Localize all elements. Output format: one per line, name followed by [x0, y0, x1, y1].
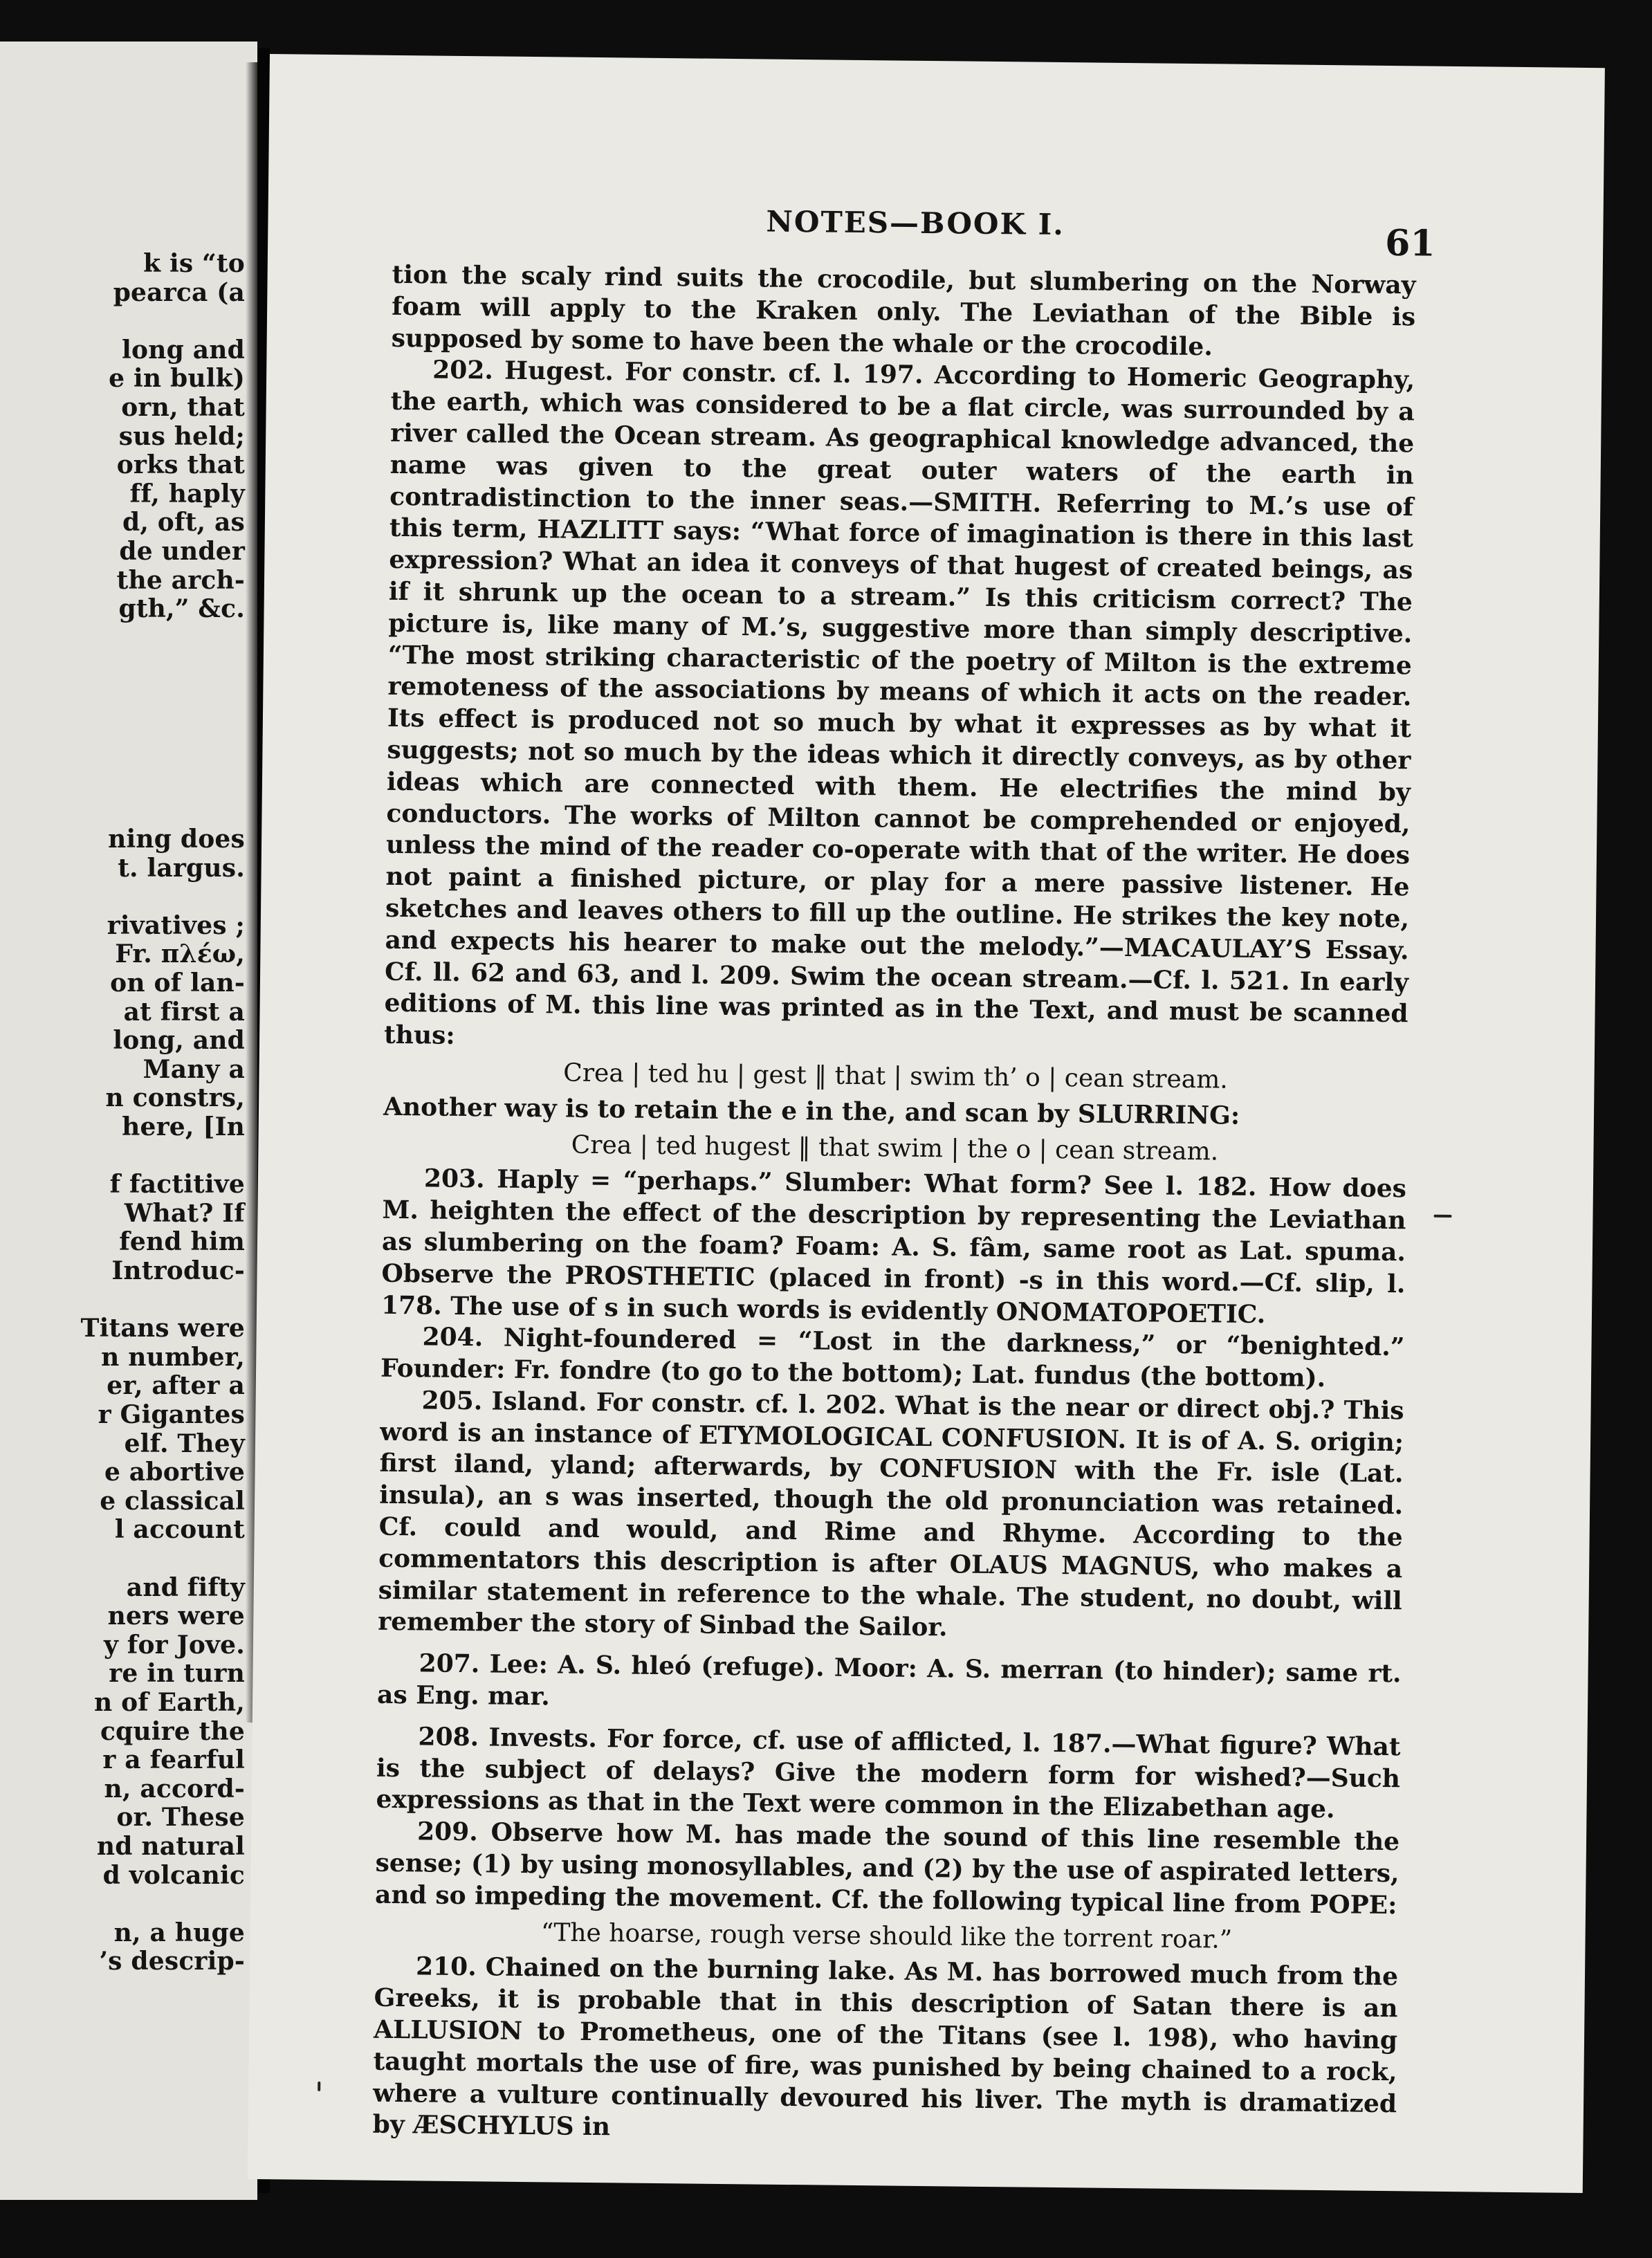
page-header	[268, 199, 1604, 268]
left-page-line: and fifty	[126, 1572, 245, 1602]
note-205: 205. Island. For constr. cf. l. 202. What is the near or direct obj.? This word is an instance of ETYMOLOGICAL CONFUSION. It is of A. S. origin; first iland, yland; afterwards, by CONFUSION with the Fr. isle (Lat. insula), an s was inserted, though the old pronunciation was retained. Cf. could and would, and Rime and Rhyme. According to the commentators this description is after OLAUS MAGNUS, who makes a similar statement in reference to the whale. The student, no doubt, will remember the story of Sinbad the Sailor.	[378, 1386, 1404, 1642]
left-page-line: ’s descrip-	[99, 1947, 245, 1976]
left-page-line: Introduc-	[111, 1256, 245, 1285]
left-page-line: l account	[114, 1515, 245, 1545]
left-page-line: pearca (a	[113, 277, 245, 307]
previous-page-fragment	[0, 42, 257, 2200]
left-page-line: r Gigantes	[98, 1400, 245, 1429]
left-page-line: ff, haply	[129, 479, 245, 508]
running-head: NOTES—BOOK I.	[766, 204, 1065, 242]
left-page-line: r a fearful	[102, 1745, 245, 1775]
left-page-line: the arch-	[116, 565, 245, 595]
note-207: 207. Lee: A. S. hleó (refuge). Moor: A. S. merran (to hinder); same rt. as Eng. mar.	[376, 1649, 1402, 1711]
left-page-line: long and	[122, 335, 245, 365]
left-page-line: long, and	[113, 1026, 245, 1056]
left-page-line: f factitive	[109, 1170, 245, 1200]
left-page-line: Titans were	[80, 1314, 245, 1343]
left-page-line: e abortive	[104, 1458, 245, 1487]
left-page-line: orn, that	[121, 393, 245, 422]
left-page-line: e classical	[100, 1486, 245, 1516]
note-210: 210. Chained on the burning lake. As M. has borrowed much from the Greeks, it is probable that in this description of Satan there is an ALLUSION to Prometheus, one of the Titans (see l. 198), who having taught mortals the use of fire, was punished by being chained to a rock, where a vulture continually devoured his liver. The myth is dramatized by ÆSCHYLUS in	[372, 1952, 1399, 2142]
note-209: 209. Observe how M. has made the sound of this line resemble the sense; (1) by using monosyllables, and (2) by the use of aspirated letters, and so impeding the movement. Cf. the following typical line from POPE:	[374, 1817, 1400, 1920]
left-page-line: ning does	[108, 825, 245, 854]
left-page-line: elf. They	[124, 1429, 245, 1458]
note-204: 204. Night-foundered = “Lost in the darkness,” or “benighted.” Founder: Fr. fondre (to go to the bottom); Lat. fundus (the bottom).	[380, 1322, 1405, 1393]
note-203: 203. Haply = “perhaps.” Slumber: What form? See l. 182. How does M. heighten the effect of the description by representing the Leviathan as slumbering on the foam? Foam: A. S. fâm, same root as Lat. spuma. Observe the PROSTHETIC (placed in front) -s in this word.—Cf. slip, l. 178. The use of s in such words is evidently ONOMATOPOETIC.	[380, 1164, 1407, 1329]
left-page-line: er, after a	[107, 1371, 245, 1401]
left-page-line: cquire the	[100, 1716, 245, 1746]
left-page-line: Many a	[143, 1054, 245, 1084]
left-page-line: ners were	[107, 1601, 245, 1631]
left-page-line: fend him	[119, 1227, 245, 1257]
left-page-line: y for Jove.	[103, 1630, 245, 1660]
left-page-line: at first a	[123, 997, 245, 1027]
left-page-line: t. largus.	[118, 853, 245, 883]
margin-speck	[318, 2082, 320, 2091]
scansion-line-2: Crea | ted hugest ‖ that swim | the o | cean stream.	[571, 1130, 1219, 1166]
pope-quotation: “The hoarse, rough verse should like the torrent roar.”	[540, 1918, 1233, 1954]
left-page-line: here, [In	[122, 1112, 245, 1141]
left-page-line: gth,” &c.	[118, 594, 245, 624]
left-page-line: nd natural	[96, 1832, 245, 1861]
left-page-line: n, accord-	[104, 1774, 245, 1803]
scansion-note: Another way is to retain the e in the, and scan by SLURRING:	[383, 1092, 1240, 1130]
page-number: 61	[1384, 221, 1435, 265]
left-page-line: or. These	[116, 1803, 245, 1833]
left-page-line: n, a huge	[113, 1918, 245, 1947]
left-page-line: on of lan-	[110, 969, 245, 998]
left-page-line: What? If	[124, 1198, 245, 1228]
left-page-line: sus held;	[118, 421, 245, 451]
paragraph-continuation: tion the scaly rind suits the crocodile, but slumbering on the Norway foam will apply to the Kraken only. The Leviathan of the Bible is supposed by some to have been the whale or the crocodile.	[391, 259, 1416, 361]
left-page-line: n number,	[101, 1342, 245, 1372]
left-page-line: re in turn	[109, 1659, 245, 1689]
left-page-line: Fr. πλέω,	[115, 939, 245, 969]
left-page-line: d, oft, as	[122, 508, 245, 538]
left-page-line: n of Earth,	[93, 1688, 245, 1717]
left-page-line: d volcanic	[102, 1860, 245, 1890]
left-page-line: orks that	[116, 450, 245, 480]
left-page-line: e in bulk)	[109, 364, 245, 394]
notes-body	[372, 259, 1415, 2152]
note-202: 202. Hugest. For constr. cf. l. 197. According to Homeric Geography, the earth, which was considered to be a flat circle, was surrounded by a river called the Ocean stream. As geographical knowledge advanced, the name was given to the great outer waters of the earth in contradistinction to the inner seas.—SMITH. Referring to M.’s use of this term, HAZLITT says: “What force of imagination is there in this last expression? What an idea it conveys of that hugest of created beings, as if it shrunk up the ocean to a stream.” Is this criticism correct? The picture is, like many of M.’s, suggestive more than simply descriptive. “The most striking characteristic of the poetry of Milton is the extreme remoteness of the associations by means of which it acts on the reader. Its effect is produced not so much by what it expresses as by what it suggests; not so much by the ideas which it directly conveys, as by other ideas which are connected with them. He electrifies the mind by conductors. The works of Milton cannot be comprehended or enjoyed, unless the mind of the reader co-operate with that of the writer. He does not paint a finished picture, or play for a mere passive listener. He sketches and leaves others to fill up the outline. He strikes the key note, and expects his hearer to make out the melody.”—MACAULAY’S Essay. Cf. ll. 62 and 63, and l. 209. Swim the ocean stream.—Cf. l. 521. In early editions of M. this line was printed as in the Text, and must be scanned thus:	[383, 355, 1415, 1051]
left-page-line: n constrs,	[105, 1083, 245, 1113]
note-208: 208. Invests. For force, cf. use of afflicted, l. 187.—What figure? What is the subject of delays? Give the modern form for wished?—Such expressions as that in the Text were common in the Elizabethan age.	[376, 1722, 1401, 1824]
left-page-line: rivatives ;	[107, 910, 245, 940]
scansion-line-1: Crea | ted hu | gest ‖ that | swim th’ o | cean stream.	[563, 1058, 1229, 1094]
left-page-line: de under	[119, 537, 245, 566]
margin-mark	[1433, 1215, 1451, 1218]
page	[248, 54, 1605, 2193]
left-page-line: k is “to	[143, 249, 245, 278]
